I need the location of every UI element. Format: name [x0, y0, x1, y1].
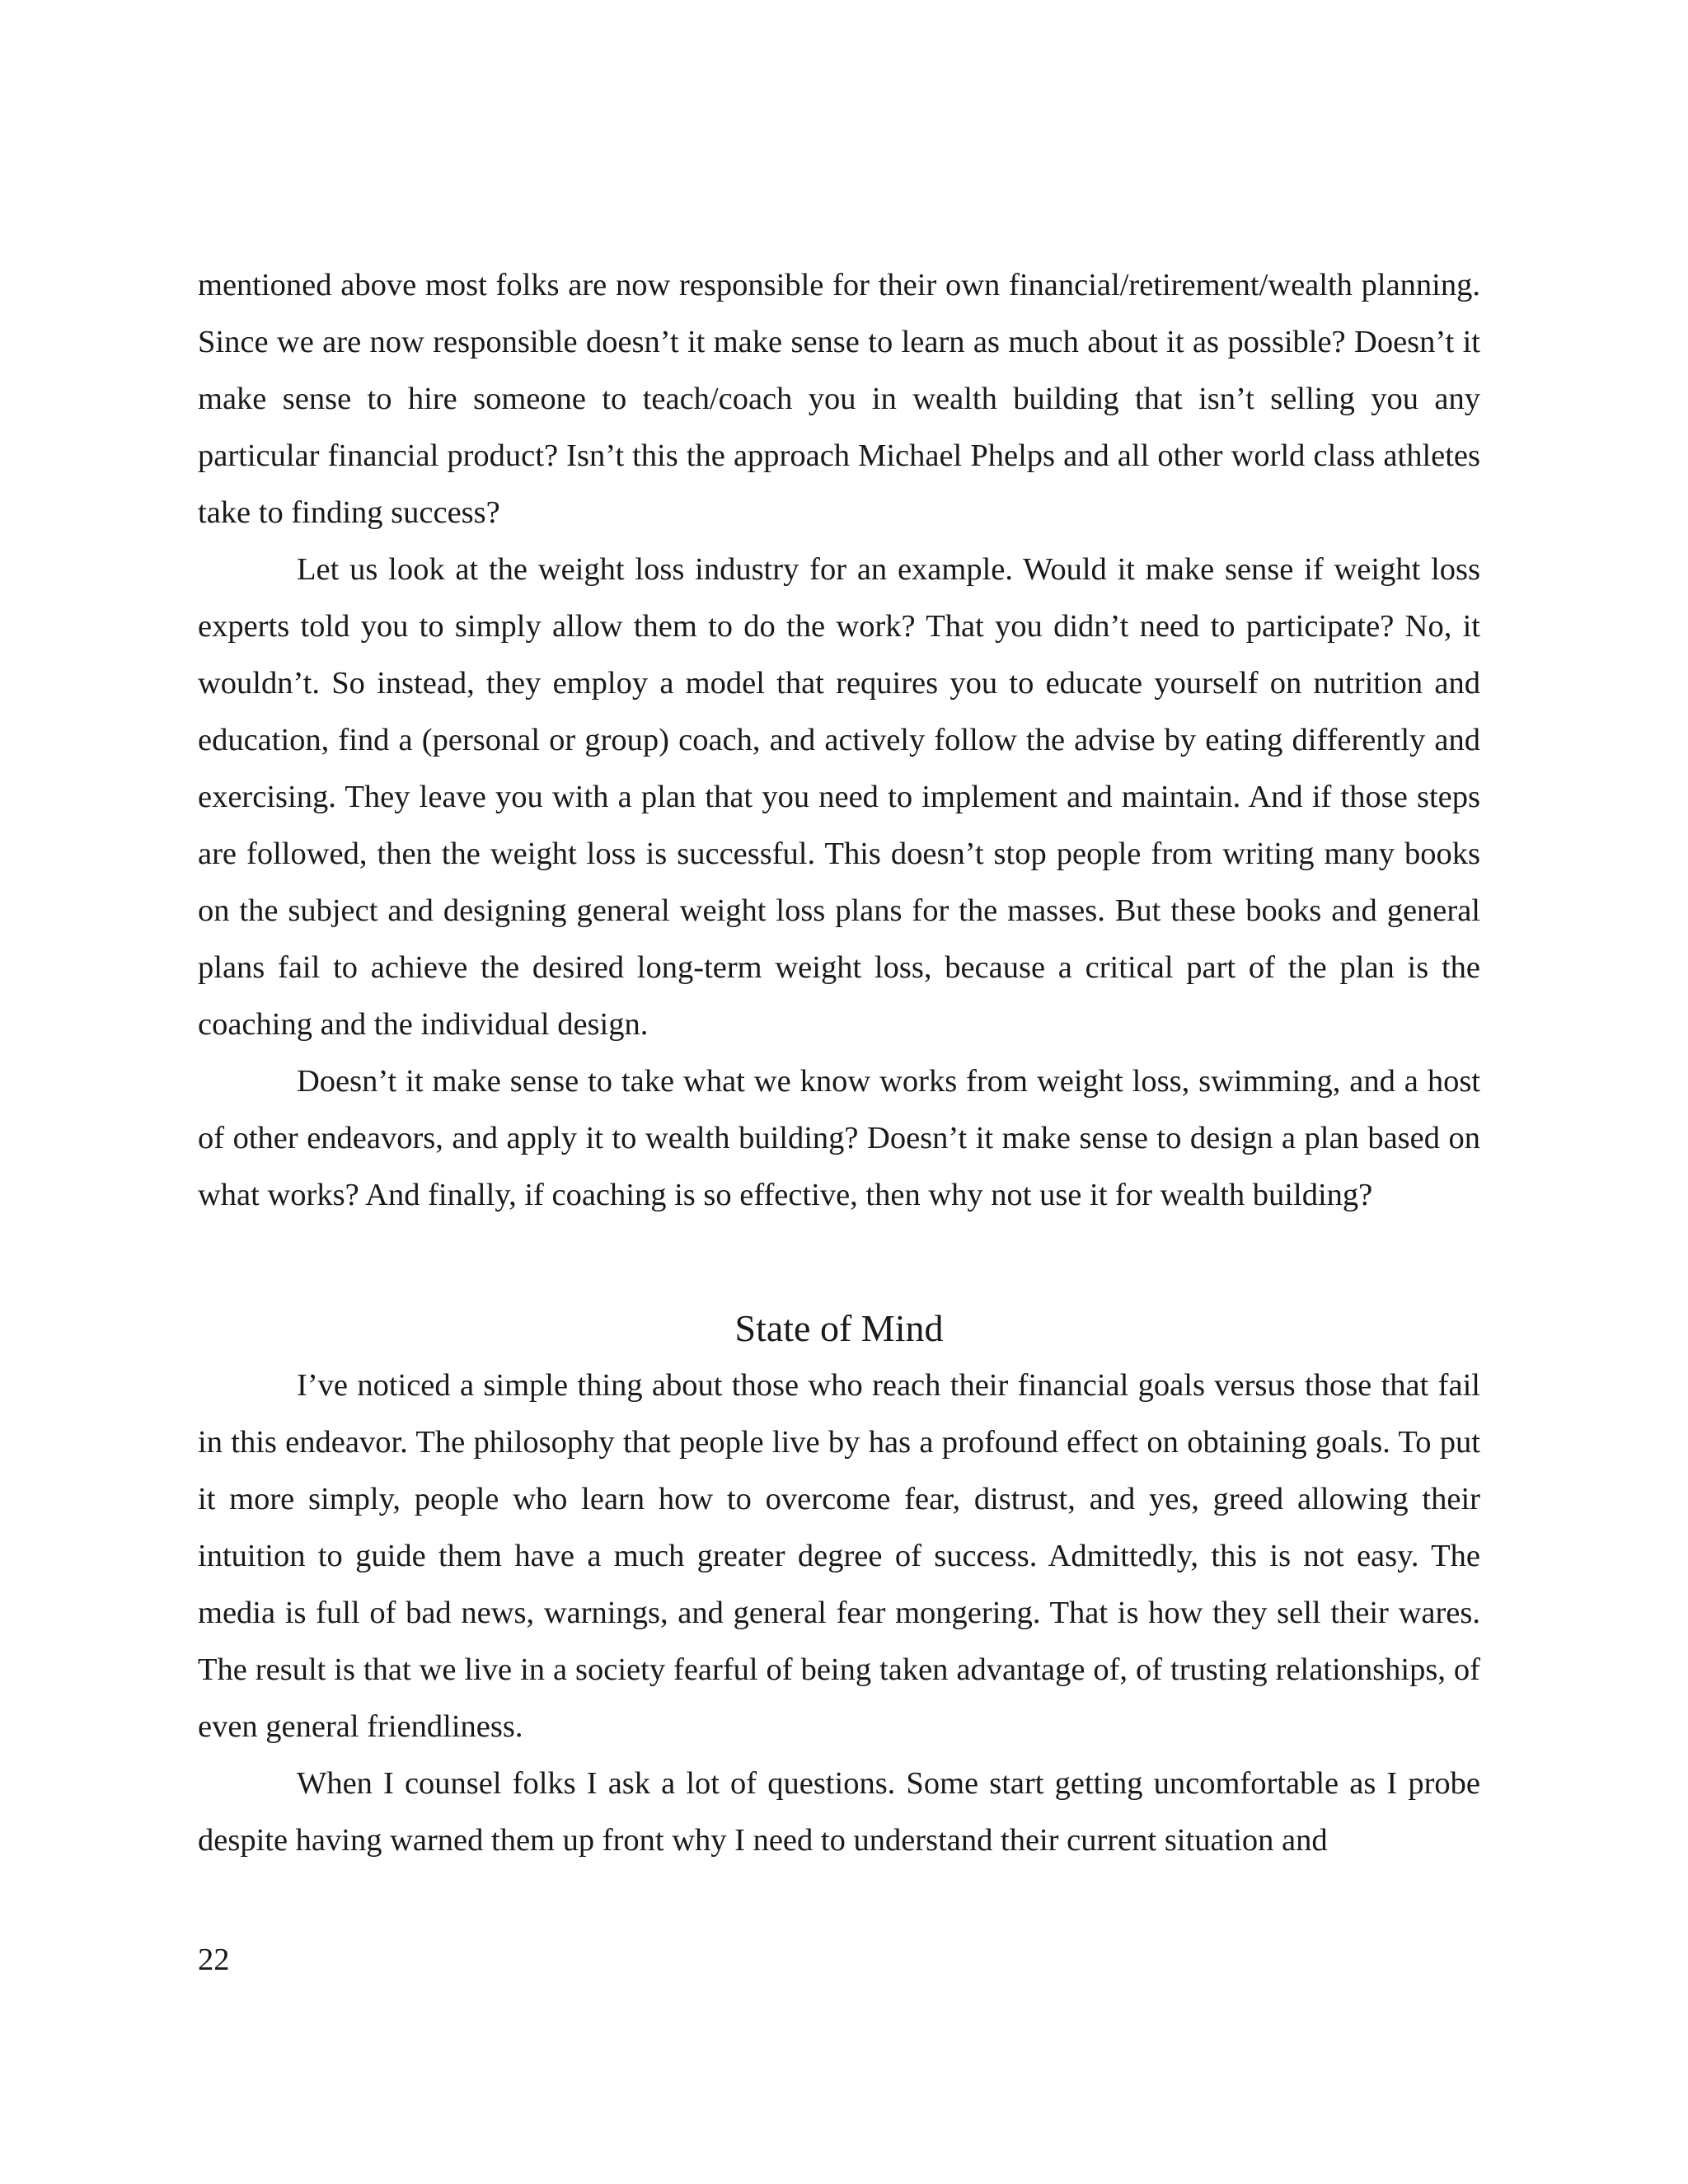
- paragraph-wealth-building: Doesn’t it make sense to take what we know works from weight loss, swimming, and a host of other endeavors, and apply it to wealth building? Doesn’t it make sense to design a plan based on what works? And finally, if coaching is so effective, then why not use it for wealth building?: [198, 1064, 1480, 1212]
- paragraph-weight-loss: Let us look at the weight loss industry for an example. Would it make sense if weight loss experts told you to simply allow them to do the work? That you didn’t need to participate? No, it wouldn’t. So instead, they employ a model that requires you to educate yourself on nutrition and education, find a (personal or group) coach, and actively follow the advise by eating differently and exercising. They leave you with a plan that you need to implement and maintain. And if those steps are followed, then the weight loss is successful. This doesn’t stop people from writing many books on the subject and designing general weight loss plans for the masses. But these books and general plans fail to achieve the desired long-term weight loss, because a critical part of the plan is the coaching and the individual design.: [198, 552, 1480, 1042]
- paragraph-state-of-mind: I’ve noticed a simple thing about those who reach their financial goals versus those that fail in this endeavor. The philosophy that people live by has a profound effect on obtaining goals. To put it more simply, people who learn how to overcome fear, distrust, and yes, greed allowing their intuition to guide them have a much greater degree of success. Admittedly, this is not easy. The media is full of bad news, warnings, and general fear mongering. That is how they sell their wares. The result is that we live in a society fearful of being taken advantage of, of trusting relationships, of even general friendliness.: [198, 1368, 1480, 1744]
- page-number: 22: [198, 1943, 230, 1977]
- body-text: [198, 257, 1480, 1869]
- paragraph-counseling: When I counsel folks I ask a lot of questions. Some start getting uncomfortable as I probe despite having warned them up front why I need to understand their current situation and: [198, 1766, 1480, 1858]
- section-heading: State of Mind: [734, 1307, 944, 1349]
- paragraph-continuation: mentioned above most folks are now responsible for their own financial/retirement/wealth planning. Since we are now responsible doesn’t it make sense to learn as much about it as possible? Doesn’t it make sense to hire someone to teach/coach you in wealth building that isn’t selling you any particular financial product? Isn’t this the approach Michael Phelps and all other world class athletes take to finding success?: [198, 268, 1480, 530]
